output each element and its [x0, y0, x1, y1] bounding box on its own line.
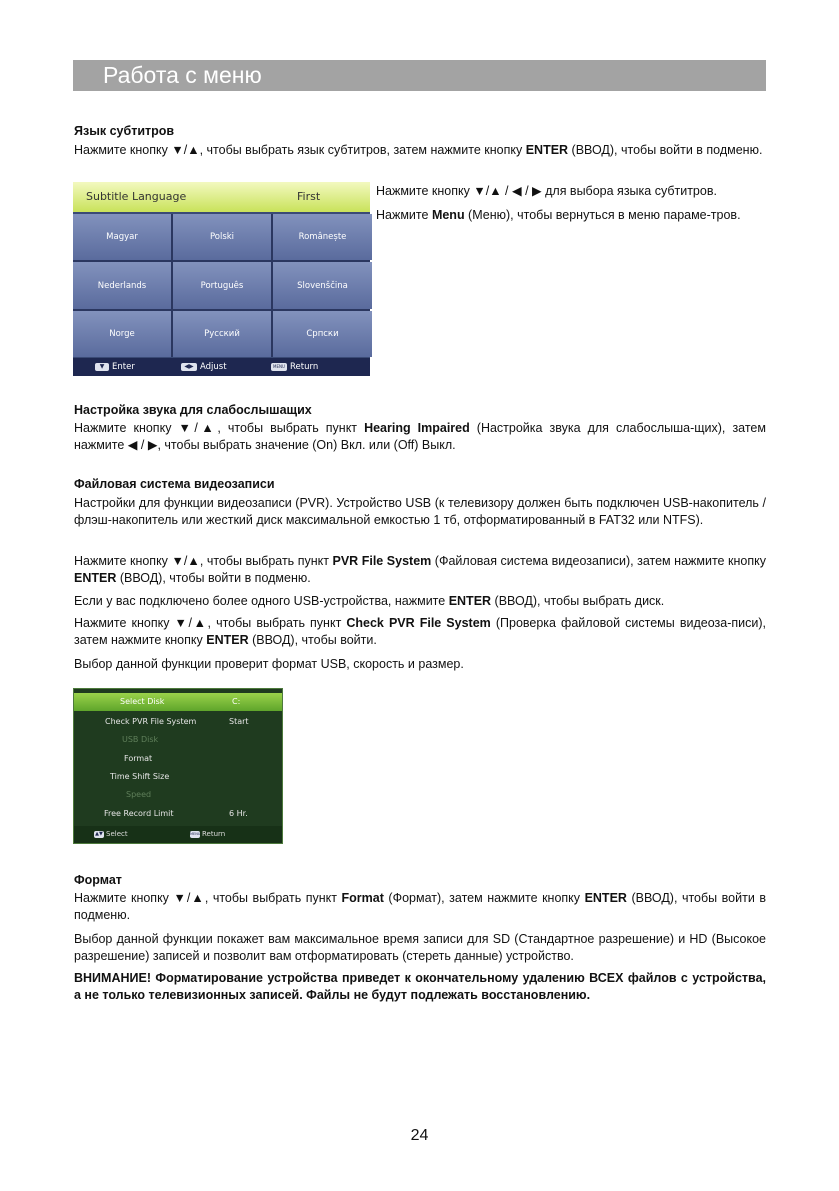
osd-row-check-pvr[interactable]: Check PVR File System Start: [105, 717, 249, 726]
osd-language-option[interactable]: Português: [173, 262, 271, 309]
pvr-paragraph-3: Если у вас подключено более одного USB-устройства, нажмите ENTER (ВВОД), чтобы выбрать диск.: [74, 594, 665, 608]
osd-language-grid: [73, 214, 370, 357]
subtitle-side-note-1: Нажмите кнопку ▼/▲ / ◀ / ▶ для выбора языка субтитров.: [376, 184, 717, 198]
osd-row-time-shift[interactable]: Time Shift Size: [110, 772, 170, 781]
osd-row-usb-disk: USB Disk: [122, 735, 159, 744]
pvr-paragraph-5: Выбор данной функции проверит формат USB, скорость и размер.: [74, 657, 464, 671]
osd-header: [73, 182, 370, 212]
osd-footer-select: ▲▼ Select: [95, 830, 128, 838]
osd-footer-adjust: ◀▶ Adjust: [181, 362, 227, 372]
osd-row-free-record-limit[interactable]: Free Record Limit 6 Hr.: [104, 809, 248, 818]
osd-footer: [74, 826, 282, 843]
hearing-impaired-text: Нажмите кнопку ▼/▲, чтобы выбрать пункт Hearing Impaired (Настройка звука для слабослыша-щих), затем нажмите ◀ / ▶, чтобы выбрать значение (On) Вкл. или (Off) Выкл.: [74, 421, 766, 452]
pvr-heading: Файловая система видеозаписи: [74, 477, 275, 491]
menu-key-icon: MENU: [190, 831, 201, 836]
pvr-paragraph-1: Настройки для функции видеозаписи (PVR). Устройство USB (к телевизору должен быть подключен USB-накопитель / флэш-накопитель или жесткий диск максимальной емкостью 1 тб, отформатированный в FAT32 или NTFS).: [74, 496, 766, 527]
subtitle-language-intro: Нажмите кнопку ▼/▲, чтобы выбрать язык субтитров, затем нажмите кнопку ENTER (ВВОД), чтобы войти в подменю.: [74, 143, 763, 157]
osd-language-option[interactable]: Српски: [273, 311, 372, 357]
format-paragraph-2: Выбор данной функции покажет вам максимальное время записи для SD (Стандартное разрешение) и HD (Высокое разрешение) записей и позволит вам отформатировать (стереть данные) устройство.: [74, 932, 766, 963]
section-header-bar: [73, 60, 766, 91]
osd-language-option[interactable]: Slovenščina: [273, 262, 372, 309]
osd-language-option[interactable]: Norge: [73, 311, 171, 357]
subtitle-side-note-2: Нажмите Menu (Меню), чтобы вернуться в меню параме-тров.: [376, 208, 741, 222]
up-down-arrows-icon: ▲▼: [95, 830, 103, 837]
format-paragraph-1: Нажмите кнопку ▼/▲, чтобы выбрать пункт Format (Формат), затем нажмите кнопку ENTER (ВВОД), чтобы войти в подменю.: [74, 891, 766, 922]
osd-footer-return: MENU Return: [271, 362, 318, 372]
page-number: 24: [410, 1127, 429, 1144]
osd-language-option[interactable]: Polski: [173, 214, 271, 260]
osd-footer: [73, 358, 370, 376]
down-arrow-icon: ▼: [95, 363, 109, 371]
osd-footer-return: MENU Return: [190, 830, 226, 838]
subtitle-language-osd: [73, 182, 370, 376]
osd-row-select-disk[interactable]: Select Disk C:: [74, 693, 282, 711]
menu-key-icon: MENU: [271, 363, 287, 371]
osd-subtitle-language-label: Subtitle Language: [86, 190, 187, 203]
osd-footer-enter: ▼ Enter: [95, 362, 135, 372]
osd-language-option[interactable]: Românește: [273, 214, 372, 260]
pvr-paragraph-4: Нажмите кнопку ▼/▲, чтобы выбрать пункт Check PVR File System (Проверка файловой системы видеоза-писи), затем нажмите кнопку ENTER (ВВОД), чтобы войти.: [74, 616, 766, 647]
subtitle-language-heading: Язык субтитров: [74, 124, 175, 138]
pvr-osd: [73, 688, 283, 844]
osd-row-format[interactable]: Format: [124, 754, 153, 763]
osd-subtitle-language-value: First: [297, 190, 321, 203]
format-heading: Формат: [74, 873, 122, 887]
osd-language-option[interactable]: Nederlands: [73, 262, 171, 309]
osd-row-speed: Speed: [126, 790, 152, 799]
osd-language-option[interactable]: Magyar: [73, 214, 171, 260]
format-warning: ВНИМАНИЕ! Форматирование устройства приведет к окончательному удалению ВСЕХ файлов с устройства, а не только телевизионных записей. Файлы не будут подлежать восстановлению.: [74, 971, 766, 1002]
hearing-impaired-heading: Настройка звука для слабослышащих: [74, 403, 312, 417]
page-title: Работа с меню: [103, 62, 262, 88]
osd-language-option[interactable]: Русский: [173, 311, 271, 357]
pvr-paragraph-2: Нажмите кнопку ▼/▲, чтобы выбрать пункт PVR File System (Файловая система видеозаписи), затем нажмите кнопку ENTER (ВВОД), чтобы войти в подменю.: [74, 554, 766, 585]
left-right-arrows-icon: ◀▶: [181, 363, 197, 371]
